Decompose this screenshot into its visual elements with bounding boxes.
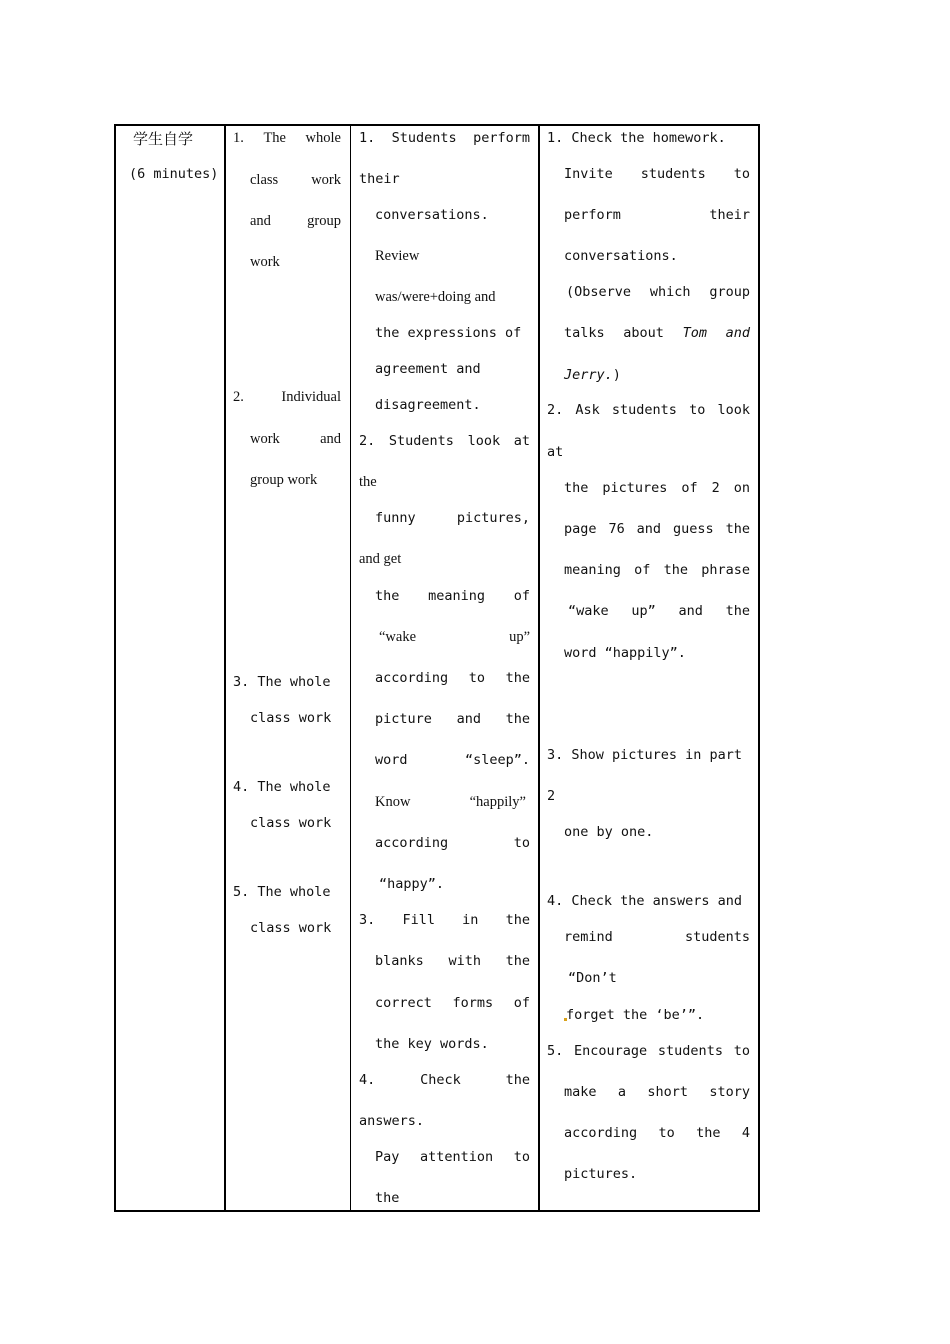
student-task-line: “happy”.	[379, 876, 445, 892]
student-task-line: agreement and	[375, 361, 481, 377]
student-task-line: funny pictures,	[375, 510, 530, 526]
student-task-line: 4. Check the	[359, 1072, 530, 1088]
column-divider	[224, 124, 226, 1212]
activity-4-line: class work	[250, 815, 332, 831]
student-task-line: Review	[375, 248, 420, 264]
activity-2-line: work and	[250, 431, 341, 447]
teacher-task-line: meaning of the phrase	[564, 562, 750, 578]
student-task-line: disagreement.	[375, 397, 481, 413]
teacher-task-line: make a short story	[564, 1084, 750, 1100]
student-task-line: word “sleep”.	[375, 752, 530, 768]
activity-1-line: work	[250, 254, 280, 270]
activity-1-line: 1. The whole	[233, 130, 341, 146]
student-task-line: blanks with the	[375, 953, 530, 969]
student-task-line: Pay attention to	[375, 1149, 530, 1165]
student-task-line: 2. Students look at	[359, 433, 530, 449]
student-task-line: the	[359, 474, 377, 490]
activity-1-line: class work	[250, 172, 341, 188]
student-task-line: according to the	[375, 670, 530, 686]
teacher-task-line: “wake up” and the	[568, 603, 750, 619]
teacher-task-line: conversations.	[564, 248, 678, 264]
teacher-task-line: 3. Show pictures in part	[547, 747, 743, 763]
activity-5-line: 5. The whole	[233, 884, 331, 900]
student-task-line: 1. Students perform	[359, 130, 530, 146]
activity-4-line: 4. The whole	[233, 779, 331, 795]
teacher-task-line: remind students	[564, 929, 750, 945]
teacher-task-line: “Don’t	[568, 970, 617, 986]
student-task-line: “wake up”	[379, 629, 530, 645]
student-task-line: and get	[359, 551, 402, 567]
teacher-task-line: forget the ‘be’”.	[566, 1007, 705, 1023]
student-task-line: picture and the	[375, 711, 530, 727]
teacher-task-line: 5. Encourage students to	[547, 1043, 750, 1059]
student-task-line: Know “happily”	[375, 794, 526, 810]
student-task-line: the key words.	[375, 1036, 489, 1052]
student-task-line: their	[359, 171, 400, 187]
teacher-task-line: word “happily”.	[564, 645, 686, 661]
teacher-task-line: Jerry.)	[564, 367, 621, 383]
stage-title: 学生自学	[133, 130, 194, 148]
student-task-line: the expressions of	[375, 325, 522, 341]
teacher-task-line: pictures.	[564, 1166, 638, 1182]
teacher-task-line: 1. Check the homework.	[547, 130, 726, 146]
teacher-task-line: at	[547, 444, 564, 460]
activity-2-line: 2. Individual	[233, 389, 341, 405]
activity-3-line: 3. The whole	[233, 674, 331, 690]
student-task-line: the meaning of	[375, 588, 530, 604]
student-task-line: was/were+doing and	[375, 289, 496, 305]
teacher-task-line: talks about Tom and	[564, 325, 750, 341]
student-task-line: 3. Fill in the	[359, 912, 530, 928]
teacher-task-line: the pictures of 2 on	[564, 480, 750, 496]
student-task-line: conversations.	[375, 207, 489, 223]
activity-2-line: group work	[250, 472, 318, 488]
teacher-task-line: perform their	[564, 207, 750, 223]
activity-3-line: class work	[250, 710, 332, 726]
teacher-task-line: according to the 4	[564, 1125, 750, 1141]
student-task-line: answers.	[359, 1113, 425, 1129]
student-task-line: the	[375, 1190, 400, 1206]
student-task-line: correct forms of	[375, 995, 530, 1011]
activity-1-line: and group	[250, 213, 341, 229]
teacher-task-line: 2. Ask students to look	[547, 402, 750, 418]
student-task-line: according to	[375, 835, 530, 851]
activity-5-line: class work	[250, 920, 332, 936]
column-divider	[538, 124, 540, 1212]
teacher-task-line: 4. Check the answers and	[547, 893, 743, 909]
teacher-task-line: 2	[547, 788, 556, 804]
column-divider	[350, 124, 351, 1212]
teacher-task-line: page 76 and guess the	[564, 521, 750, 537]
teacher-task-line: (Observe which group	[566, 284, 750, 300]
stage-duration: (6 minutes)	[129, 166, 219, 182]
teacher-task-line: Invite students to	[564, 166, 750, 182]
teacher-task-line: one by one.	[564, 824, 654, 840]
